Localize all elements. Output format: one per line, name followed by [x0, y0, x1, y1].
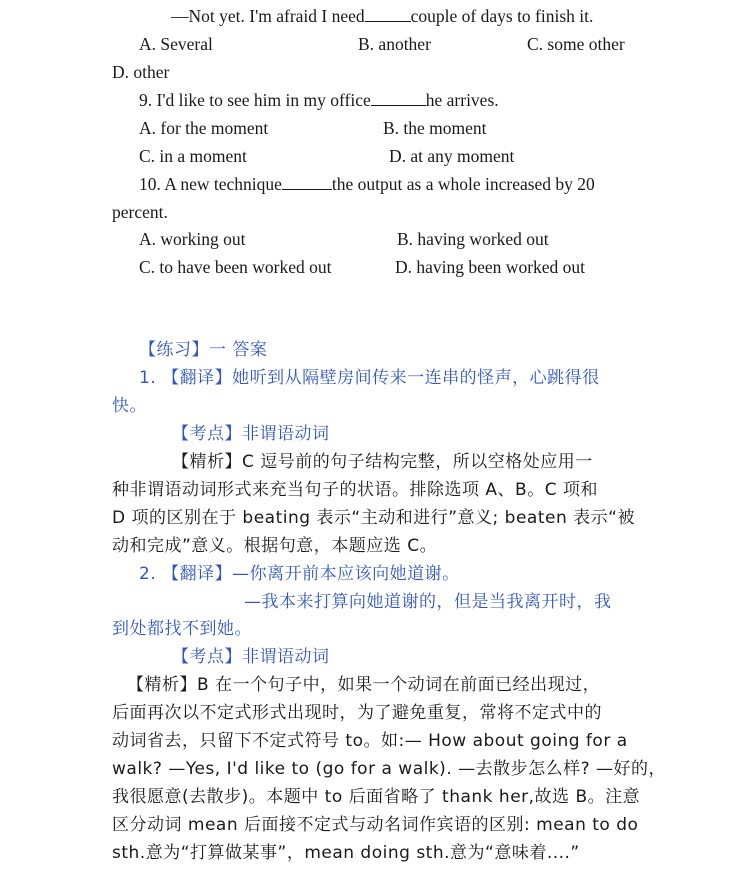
q9-option-d: D. at any moment: [389, 146, 515, 166]
q9-option-c: C. in a moment: [139, 146, 247, 166]
answers-heading: 【练习】一 答案: [139, 340, 268, 360]
q10-option-c: C. to have been worked out: [139, 257, 332, 277]
a1-analysis-line1: 【精析】C 逗号前的句子结构完整，所以空格处应用一: [172, 452, 593, 472]
q8-option-b: B. another: [358, 34, 431, 54]
a1-translation-line2: 快。: [112, 396, 147, 416]
a1-translation-line1: 1. 【翻译】她听到从隔壁房间传来一连串的怪声，心跳得很: [139, 368, 600, 388]
q10-stem-part1: 10. A new technique: [139, 174, 282, 194]
q9-blank: [371, 91, 426, 106]
q8-option-d: D. other: [112, 62, 170, 82]
a2-analysis-line2: 后面再次以不定式形式出现时，为了避免重复，常将不定式中的: [112, 703, 602, 723]
q10-stem-continued: percent.: [112, 202, 168, 222]
a1-exam-point: 【考点】非谓语动词: [172, 424, 330, 444]
q9-stem-part2: he arrives.: [425, 90, 499, 110]
a1-analysis-line3: D 项的区别在于 beating 表示“主动和进行”意义; beaten 表示“被: [112, 508, 635, 528]
a1-analysis-line4: 动和完成”意义。根据句意，本题应选 C。: [112, 536, 438, 556]
a2-analysis-line1: 【精析】B 在一个句子中，如果一个动词在前面已经出现过，: [127, 675, 601, 695]
q8-option-c: C. some other: [527, 34, 625, 54]
a2-translation-line1: 2. 【翻译】—你离开前本应该向她道谢。: [139, 564, 460, 584]
q10-blank: [282, 175, 332, 190]
q8-stem: [171, 6, 593, 26]
q10-option-b: B. having worked out: [397, 229, 549, 249]
a2-analysis-line3: 动词省去，只留下不定式符号 to。如:— How about going for a: [112, 731, 628, 751]
q9-stem-part1: 9. I'd like to see him in my office: [139, 90, 371, 110]
q8-stem-part1: —Not yet. I'm afraid I need: [171, 6, 365, 26]
a2-analysis-line5: 我很愿意(去散步)。本题中 to 后面省略了 thank her,故选 B。注意: [112, 787, 641, 807]
q10-stem: [139, 174, 595, 194]
q9-stem: [139, 90, 499, 110]
a2-translation-line3: 到处都找不到她。: [112, 619, 252, 639]
q10-option-a: A. working out: [139, 229, 246, 249]
a1-analysis-line2: 种非谓语动词形式来充当句子的状语。排除选项 A、B。C 项和: [112, 480, 598, 500]
a2-exam-point: 【考点】非谓语动词: [172, 647, 330, 667]
a2-analysis-line4: walk? —Yes, I'd like to (go for a walk). —去散步怎么样? —好的，: [112, 759, 667, 779]
q10-option-d: D. having been worked out: [395, 257, 586, 277]
q8-blank: [365, 7, 411, 22]
q8-stem-part2: couple of days to finish it.: [410, 6, 594, 26]
q9-option-b: B. the moment: [383, 118, 487, 138]
a2-translation-line2: —我本来打算向她道谢的，但是当我离开时，我: [244, 592, 612, 612]
q8-option-a: A. Several: [139, 34, 213, 54]
a2-analysis-line6: 区分动词 mean 后面接不定式与动名词作宾语的区别: mean to do: [112, 815, 639, 835]
q10-stem-part2: the output as a whole increased by 20: [331, 174, 595, 194]
q9-option-a: A. for the moment: [139, 118, 269, 138]
a2-analysis-line7: sth.意为“打算做某事”，mean doing sth.意为“意味着....”: [112, 843, 580, 863]
